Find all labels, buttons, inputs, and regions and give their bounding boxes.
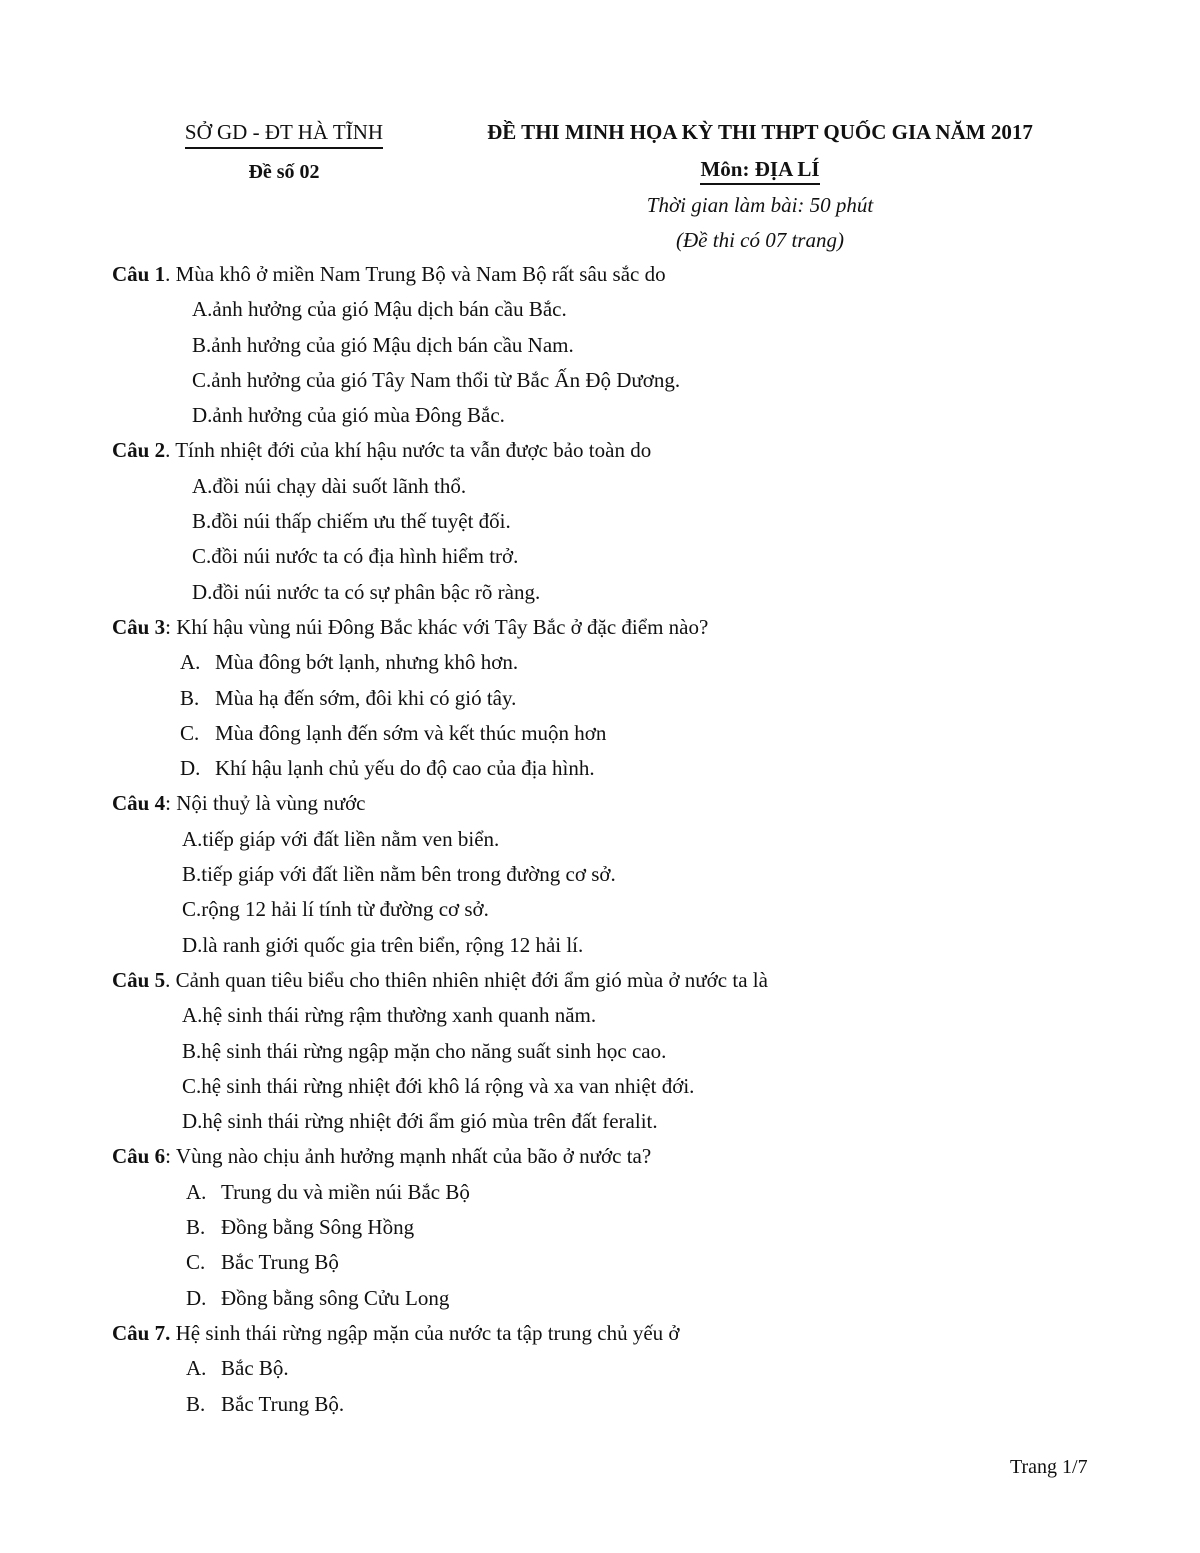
question-stem xyxy=(112,610,1112,645)
question-text: Khí hậu vùng núi Đông Bắc khác với Tây Bắc ở đặc điểm nào? xyxy=(176,614,709,639)
option-c xyxy=(112,363,1112,398)
option-b xyxy=(112,504,1112,539)
option-text: ảnh hưởng của gió mùa Đông Bắc. xyxy=(212,403,505,428)
option-letter: B. xyxy=(186,1215,206,1240)
option-text: Bắc Trung Bộ. xyxy=(221,1391,345,1416)
option-a xyxy=(112,292,1112,327)
question-1 xyxy=(112,257,1112,433)
page-number: Trang 1/7 xyxy=(1010,1456,1088,1478)
option-c xyxy=(112,716,1112,751)
option-text: đồi núi nước ta có sự phân bậc rõ ràng. xyxy=(212,579,541,604)
question-label: Câu 5 xyxy=(112,967,166,992)
question-stem xyxy=(112,786,1112,821)
option-text: đồi núi chạy dài suốt lãnh thổ. xyxy=(212,473,467,498)
question-5 xyxy=(112,963,1112,1139)
option-d xyxy=(112,751,1112,786)
option-text: ảnh hưởng của gió Tây Nam thổi từ Bắc Ấn Độ Dương. xyxy=(211,367,681,392)
option-letter: D. xyxy=(186,1285,207,1310)
option-letter: A. xyxy=(180,650,201,675)
question-2 xyxy=(112,433,1112,609)
option-letter: C. xyxy=(192,544,212,569)
question-separator: . xyxy=(165,262,176,286)
option-text: Đồng bằng Sông Hồng xyxy=(221,1215,415,1240)
option-letter: B. xyxy=(182,862,202,887)
option-c xyxy=(112,1245,1112,1280)
option-letter: C. xyxy=(186,1250,206,1275)
option-letter: C. xyxy=(192,367,212,392)
question-stem xyxy=(112,963,1112,998)
option-a xyxy=(112,645,1112,680)
option-b xyxy=(112,328,1112,363)
question-stem xyxy=(112,1139,1112,1174)
option-text: đồi núi nước ta có địa hình hiểm trở. xyxy=(211,544,519,569)
question-6 xyxy=(112,1139,1112,1315)
option-letter: C. xyxy=(182,897,202,922)
option-text: Bắc Bộ. xyxy=(221,1356,289,1381)
option-b xyxy=(112,1387,1112,1422)
question-text: Mùa khô ở miền Nam Trung Bộ và Nam Bộ rất sâu sắc do xyxy=(175,262,666,286)
question-text: Nội thuỷ là vùng nước xyxy=(176,791,366,816)
option-letter: A. xyxy=(182,826,203,851)
question-label: Câu 4 xyxy=(112,791,166,816)
option-text: Bắc Trung Bộ xyxy=(221,1250,339,1275)
option-text: Trung du và miền núi Bắc Bộ xyxy=(221,1179,470,1204)
option-d xyxy=(112,575,1112,610)
question-separator: : xyxy=(165,614,177,639)
question-7 xyxy=(112,1316,1112,1422)
question-list xyxy=(112,257,1112,1422)
option-text: Khí hậu lạnh chủ yếu do độ cao của địa hình. xyxy=(215,756,595,781)
option-letter: D. xyxy=(192,403,213,428)
option-text: ảnh hưởng của gió Mậu dịch bán cầu Bắc. xyxy=(212,297,567,322)
question-stem xyxy=(112,257,1112,292)
option-text: tiếp giáp với đất liền nằm bên trong đường cơ sở. xyxy=(201,862,616,887)
option-text: hệ sinh thái rừng ngập mặn cho năng suất sinh học cao. xyxy=(201,1038,667,1063)
question-text: Tính nhiệt đới của khí hậu nước ta vẫn được bảo toàn do xyxy=(175,438,652,463)
option-text: là ranh giới quốc gia trên biển, rộng 12 hải lí. xyxy=(202,932,584,957)
question-text: Hệ sinh thái rừng ngập mặn của nước ta tập trung chủ yếu ở xyxy=(175,1320,680,1345)
option-text: đồi núi thấp chiếm ưu thế tuyệt đối. xyxy=(211,509,511,534)
option-letter: D. xyxy=(180,756,201,781)
question-label: Câu 2 xyxy=(112,438,166,463)
option-a xyxy=(112,1351,1112,1386)
option-text: hệ sinh thái rừng nhiệt đới khô lá rộng và xa van nhiệt đới. xyxy=(201,1073,695,1098)
option-text: rộng 12 hải lí tính từ đường cơ sở. xyxy=(201,897,489,922)
option-b xyxy=(112,1210,1112,1245)
option-text: Mùa đông bớt lạnh, nhưng khô hơn. xyxy=(215,650,519,675)
option-letter: B. xyxy=(192,332,212,357)
option-d xyxy=(112,398,1112,433)
option-letter: A. xyxy=(186,1179,207,1204)
option-d xyxy=(112,1281,1112,1316)
option-text: Mùa hạ đến sớm, đôi khi có gió tây. xyxy=(215,685,517,710)
option-d xyxy=(112,1104,1112,1139)
option-d xyxy=(112,928,1112,963)
organization-name: SỞ GD - ĐT HÀ TĨNH xyxy=(185,118,383,149)
question-label: Câu 7. xyxy=(112,1320,171,1345)
option-text: ảnh hưởng của gió Mậu dịch bán cầu Nam. xyxy=(211,332,574,357)
question-label: Câu 3 xyxy=(112,614,166,639)
option-letter: A. xyxy=(182,1003,203,1028)
question-text: Vùng nào chịu ảnh hưởng mạnh nhất của bão ở nước ta? xyxy=(175,1144,652,1169)
option-text: tiếp giáp với đất liền nằm ven biển. xyxy=(202,826,500,851)
option-a xyxy=(112,998,1112,1033)
option-text: hệ sinh thái rừng rậm thường xanh quanh năm. xyxy=(202,1003,597,1028)
question-stem xyxy=(112,433,1112,468)
question-text: Cảnh quan tiêu biểu cho thiên nhiên nhiệt đới ẩm gió mùa ở nước ta là xyxy=(175,967,768,992)
option-letter: D. xyxy=(182,1109,203,1134)
question-3 xyxy=(112,610,1112,786)
question-label: Câu 1 xyxy=(112,262,166,286)
question-label: Câu 6 xyxy=(112,1144,166,1169)
option-b xyxy=(112,857,1112,892)
option-letter: D. xyxy=(192,579,213,604)
option-c xyxy=(112,1069,1112,1104)
header-right xyxy=(410,118,1110,254)
option-letter: A. xyxy=(192,297,213,322)
question-separator: : xyxy=(165,791,177,816)
option-text: hệ sinh thái rừng nhiệt đới ẩm gió mùa trên đất feralit. xyxy=(202,1109,658,1134)
exam-number: Đề số 02 xyxy=(248,161,320,183)
option-c xyxy=(112,892,1112,927)
option-a xyxy=(112,469,1112,504)
option-letter: B. xyxy=(180,685,200,710)
exam-title: ĐỀ THI MINH HỌA KỲ THI THPT QUỐC GIA NĂM 2017 xyxy=(487,120,1033,144)
option-letter: C. xyxy=(182,1073,202,1098)
option-text: Mùa đông lạnh đến sớm và kết thúc muộn hơn xyxy=(215,720,607,745)
question-separator: . xyxy=(165,438,176,463)
option-letter: B. xyxy=(192,509,212,534)
option-c xyxy=(112,539,1112,574)
option-b xyxy=(112,1034,1112,1069)
option-text: Đồng bằng sông Cửu Long xyxy=(221,1285,450,1310)
header-left xyxy=(175,118,393,186)
option-a xyxy=(112,1175,1112,1210)
option-letter: A. xyxy=(186,1356,207,1381)
option-letter: D. xyxy=(182,932,203,957)
option-letter: B. xyxy=(186,1391,206,1416)
option-letter: B. xyxy=(182,1038,202,1063)
question-separator: . xyxy=(165,967,176,992)
question-separator: : xyxy=(165,1144,176,1169)
exam-pages-note: (Đề thi có 07 trang) xyxy=(676,228,844,252)
question-4 xyxy=(112,786,1112,962)
option-letter: A. xyxy=(192,473,213,498)
option-letter: C. xyxy=(180,720,200,745)
exam-time: Thời gian làm bài: 50 phút xyxy=(646,193,874,217)
exam-subject: Môn: ĐỊA LÍ xyxy=(700,155,819,185)
question-stem xyxy=(112,1316,1112,1351)
option-b xyxy=(112,681,1112,716)
option-a xyxy=(112,822,1112,857)
